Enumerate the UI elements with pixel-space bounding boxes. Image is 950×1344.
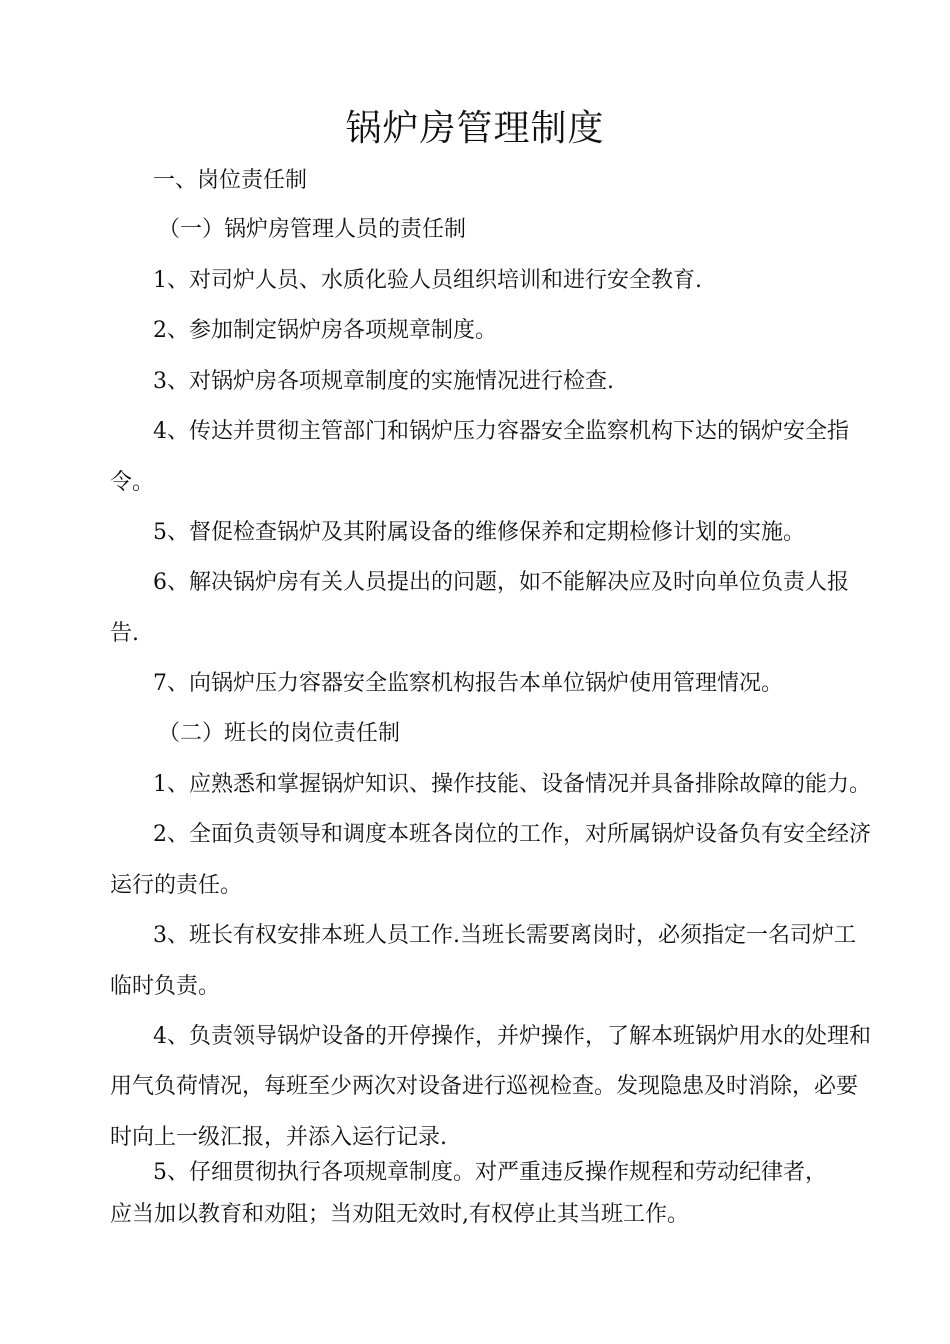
paragraph-line: 4、负责领导锅炉设备的开停操作，并炉操作，了解本班锅炉用水的处理和: [153, 1024, 871, 1049]
paragraph-line: 1、对司炉人员、水质化验人员组织培训和进行安全教育.: [153, 268, 702, 293]
subsection-heading: （一）锅炉房管理人员的责任制: [158, 217, 467, 242]
paragraph-line: 1、应熟悉和掌握锅炉知识、操作技能、设备情况并具备排除故障的能力。: [153, 772, 871, 797]
paragraph-line: 应当加以教育和劝阻；当劝阻无效时,有权停止其当班工作。: [110, 1202, 689, 1227]
paragraph-line: 5、仔细贯彻执行各项规章制度。对严重违反操作规程和劳动纪律者，: [153, 1160, 827, 1185]
paragraph-line: 5、督促检查锅炉及其附属设备的维修保养和定期检修计划的实施。: [153, 520, 805, 545]
page-title: 锅炉房管理制度: [345, 108, 605, 149]
paragraph-line: 2、全面负责领导和调度本班各岗位的工作，对所属锅炉设备负有安全经济: [153, 822, 871, 847]
paragraph-line: 4、传达并贯彻主管部门和锅炉压力容器安全监察机构下达的锅炉安全指: [153, 419, 849, 444]
paragraph-line: 7、向锅炉压力容器安全监察机构报告本单位锅炉使用管理情况。: [153, 671, 783, 696]
paragraph-line: 用气负荷情况，每班至少两次对设备进行巡视检查。发现隐患及时消除，必要: [110, 1074, 859, 1099]
paragraph-line: 临时负责。: [110, 974, 221, 999]
paragraph-line: 告.: [110, 621, 139, 646]
paragraph-line: 6、解决锅炉房有关人员提出的问题，如不能解决应及时向单位负责人报: [153, 570, 849, 595]
paragraph-line: 3、班长有权安排本班人员工作.当班长需要离岗时，必须指定一名司炉工: [153, 923, 856, 948]
paragraph-line: 令。: [110, 470, 155, 495]
subsection-heading: （二）班长的岗位责任制: [158, 721, 401, 746]
paragraph-line: 运行的责任。: [110, 873, 243, 898]
paragraph-line: 时向上一级汇报，并添入运行记录.: [110, 1125, 447, 1150]
section-heading: 一、岗位责任制: [153, 168, 308, 193]
paragraph-line: 2、参加制定锅炉房各项规章制度。: [153, 318, 497, 343]
paragraph-line: 3、对锅炉房各项规章制度的实施情况进行检查.: [153, 369, 614, 394]
